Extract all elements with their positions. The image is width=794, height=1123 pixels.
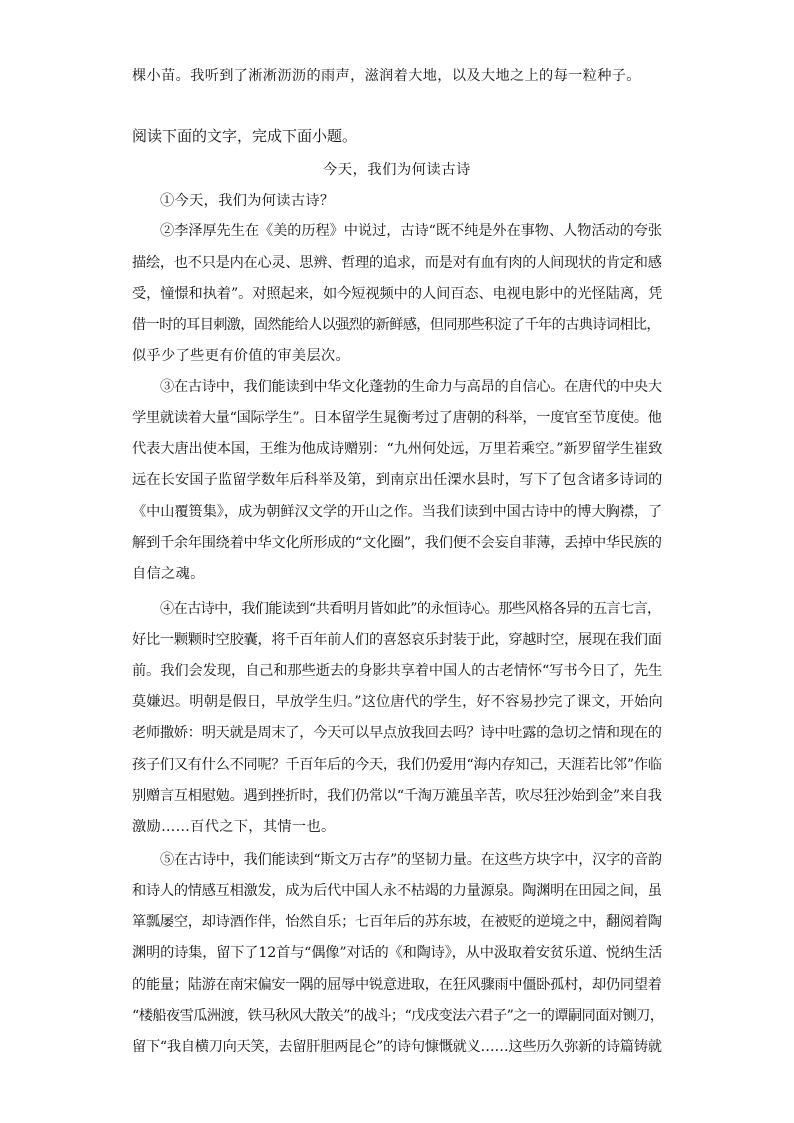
paragraph-4-line: 孩子们又有什么不同呢？千百年后的今天，我们仍爱用“海内存知己，天涯若比邻”作临	[132, 757, 662, 773]
paragraph-5-line: ⑤在古诗中，我们能读到“斯文万古存”的坚韧力量。在这些方块字中，汉字的音韵	[160, 852, 662, 868]
paragraph-5-line: 渊明的诗集，留下了12首与“偶像”对话的《和陶诗》，从中汲取着安贫乐道、悦纳生活	[132, 945, 663, 961]
paragraph-5-line: “楼船夜雪瓜洲渡，铁马秋风大散关”的战斗；“戊戌变法六君子”之一的谭嗣同面对铡刀，	[132, 1008, 664, 1024]
paragraph-3-line: 自信之魂。	[132, 566, 205, 582]
article-title: 今天，我们为何读古诗	[323, 162, 471, 178]
paragraph-2-line: ②李泽厚先生在《美的历程》中说过，古诗“既不纯是外在事物、人物活动的夸张	[160, 223, 663, 239]
paragraph-4-line: 前。我们会发现，自己和那些逝去的身影共享着中国人的古老情怀“写书今日了，先生	[132, 663, 663, 679]
paragraph-2-line: 描绘，也不只是内在心灵、思辨、哲理的追求，而是对有血有肉的人间现状的肯定和感	[132, 255, 662, 271]
paragraph-3-line: 学里就读着大量“国际学生”。日本留学生晁衡考过了唐朝的科举，一度官至节度使。他	[132, 410, 662, 426]
previous-passage-ending: 棵小苗。我听到了淅淅沥沥的雨声，滋润着大地，以及大地之上的每一粒种子。	[132, 68, 641, 84]
paragraph-5-line: 的能量；陆游在南宋偏安一隅的屈辱中锐意进取，在狂风骤雨中僵卧孤村，却仍同望着	[132, 977, 662, 993]
paragraph-2-line: 借一时的耳目刺激，固然能给人以强烈的新鲜感，但同那些积淀了千年的古典诗词相比，	[132, 317, 660, 333]
paragraph-5-line: 留下“我自横刀向天笑，去留肝胆两昆仑”的诗句慷慨就义……这些历久弥新的诗篇铸就	[132, 1039, 662, 1055]
paragraph-4-line: 好比一颗颗时空胶囊，将千百年前人们的喜怒哀乐封装于此，穿越时空，展现在我们面	[132, 632, 662, 648]
paragraph-2-line: 似乎少了些更有价值的审美层次。	[132, 348, 351, 364]
paragraph-4-line: ④在古诗中，我们能读到“共看明月皆如此”的永恒诗心。那些风格各异的五言七言，	[160, 601, 661, 617]
paragraph-3-line: 远在长安国子监留学数年后科举及第，到南京出任溧水县时，写下了包含诸多诗词的	[132, 472, 663, 488]
paragraph-5-line: 和诗人的情感互相激发，成为后代中国人永不枯竭的力量源泉。陶渊明在田园之间，虽	[132, 883, 662, 899]
question-instruction: 阅读下面的文字，完成下面小题。	[132, 127, 358, 145]
paragraph-5-line: 箪瓢屡空，却诗酒作伴，怡然自乐；七百年后的苏东坡，在被贬的逆境之中，翻阅着陶	[132, 914, 662, 930]
paragraph-4-line: 老师撒娇：明天就是周末了，今天可以早点放我回去吗？诗中吐露的急切之情和现在的	[132, 725, 662, 741]
paragraph-3-line: 解到千余年围绕着中华文化所形成的“文化圈”，我们便不会妄自菲薄，丢掉中华民族的	[132, 535, 662, 551]
paragraph-4-line: 别赠言互相慰勉。遇到挫折时，我们仍常以“千淘万漉虽辛苦，吹尽狂沙始到金”来自我	[132, 788, 662, 804]
paragraph-3-line: 《中山覆篑集》，成为朝鲜汉文学的开山之作。当我们读到中国古诗中的博大胸襟，了	[132, 504, 663, 520]
paragraph-4-line: 激励……百代之下，其情一也。	[132, 819, 336, 835]
paragraph-3-line: ③在古诗中，我们能读到中华文化蓬勃的生命力与高昂的自信心。在唐代的中央大	[160, 379, 662, 395]
paragraph-1-line: ①今天，我们为何读古诗？	[160, 193, 335, 209]
paragraph-4-line: 莫嫌迟。明朝是假日，早放学生归。”这位唐代的学生，好不容易抄完了课文，开始向	[132, 694, 663, 710]
paragraph-2-line: 受，憧憬和执着”。对照起来，如今短视频中的人间百态、电视电影中的光怪陆离，凭	[132, 286, 663, 302]
paragraph-3-line: 代表大唐出使本国，王维为他成诗赠别：“九州何处远，万里若乘空。”新罗留学生崔致	[132, 441, 663, 457]
